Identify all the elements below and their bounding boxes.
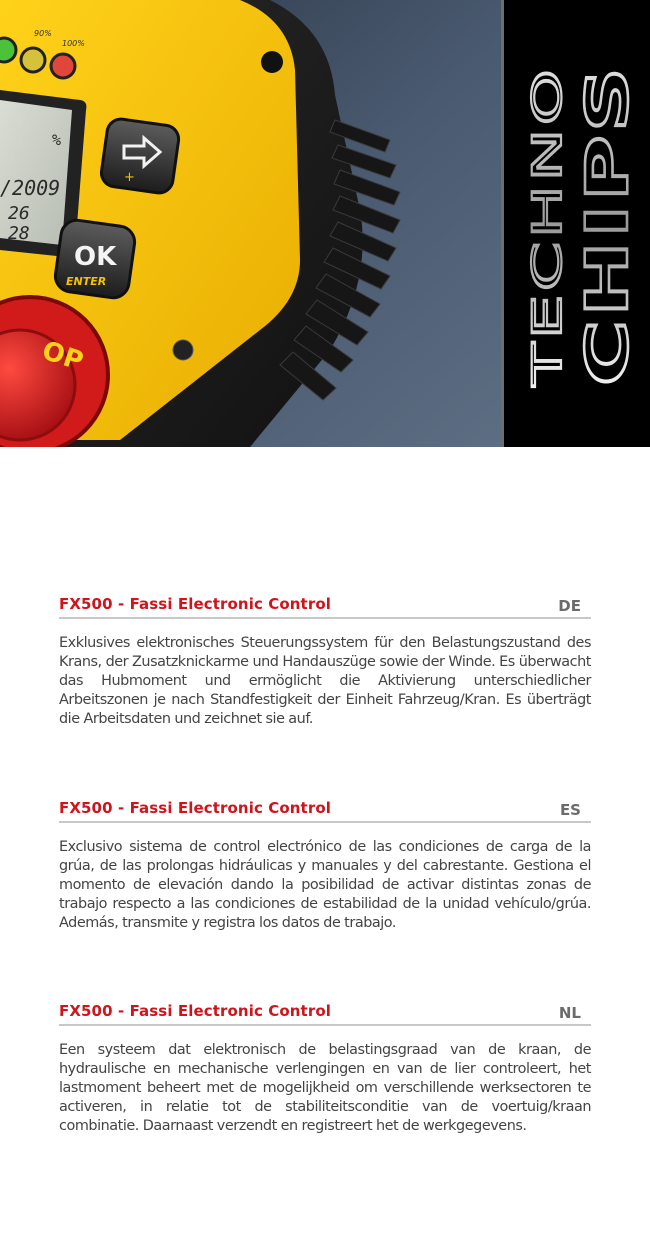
led-yellow-icon <box>21 48 45 72</box>
section-header <box>59 798 591 823</box>
section-title: FX500 - Fassi Electronic Control <box>59 799 331 817</box>
led-red-icon <box>51 54 75 78</box>
led-green-icon <box>0 38 16 62</box>
lcd-percent: % <box>52 131 62 149</box>
section-text: Exklusives elektronisches Steuerungssystem für den Belastungszustand des Krans, der Zusatzknickarme und Handauszüge sowie der Winde. Es überwacht das Hubmoment und ermöglicht die Aktivierung unterschiedlicher Arbeitszonen je nach Standfestigkeit der Einheit Fahrzeug/Kran. Es überträgt die Arbeitsdaten und zeichnet sie auf. <box>59 635 591 727</box>
techno-chips-logo <box>501 0 650 447</box>
ok-enter-button[interactable] <box>53 218 136 300</box>
plus-label: + <box>124 170 135 185</box>
language-code: ES <box>559 801 581 819</box>
section-nl <box>59 1001 591 1136</box>
arrow-plus-button[interactable] <box>100 117 181 194</box>
enter-label: ENTER <box>66 275 107 288</box>
language-code: NL <box>558 1004 581 1022</box>
control-unit-photo <box>0 0 501 447</box>
section-es <box>59 798 591 933</box>
lcd-value-2: 28 <box>8 223 30 244</box>
section-text: Een systeem dat elektronisch de belastingsgraad van de kraan, de hydraulische en mechanische verlengingen en van de lier controleert, het lastmoment beheert met de mogelijkheid om verschillende werksectoren te activeren, in relatie tot de stabiliteitsconditie van de voertuig/kraan combinatie. Daarnaast verzendt en registreert het de werkgegevens. <box>59 1042 591 1134</box>
section-title: FX500 - Fassi Electronic Control <box>59 595 331 613</box>
section-text: Exclusivo sistema de control electrónico de las condiciones de carga de la grúa, de las prolongas hidráulicas y manuales y del cabrestante. Gestiona el momento de elevación dando la posibilidad de activar distintas zonas de trabajo respecto a las condiciones de estabilidad de la unidad vehículo/grúa. Además, transmite y registra los datos de trabajo. <box>59 839 591 931</box>
section-de <box>59 594 591 729</box>
lcd-value-1: 26 <box>8 203 30 224</box>
ok-label: OK <box>74 242 117 272</box>
screw-icon <box>261 51 283 73</box>
section-header <box>59 594 591 619</box>
brand-line-1: TECHNO <box>525 204 571 386</box>
language-code: DE <box>558 597 581 615</box>
hero-photo <box>0 0 650 447</box>
lcd-date: /2009 <box>0 176 61 200</box>
screw-icon <box>173 340 193 360</box>
stop-label: OP <box>38 335 87 378</box>
brand-line-2: CHIPS <box>573 179 641 386</box>
section-title: FX500 - Fassi Electronic Control <box>59 1002 331 1020</box>
led-label-90: 90% <box>34 29 52 38</box>
section-header <box>59 1001 591 1026</box>
led-label-100: 100% <box>62 39 85 48</box>
